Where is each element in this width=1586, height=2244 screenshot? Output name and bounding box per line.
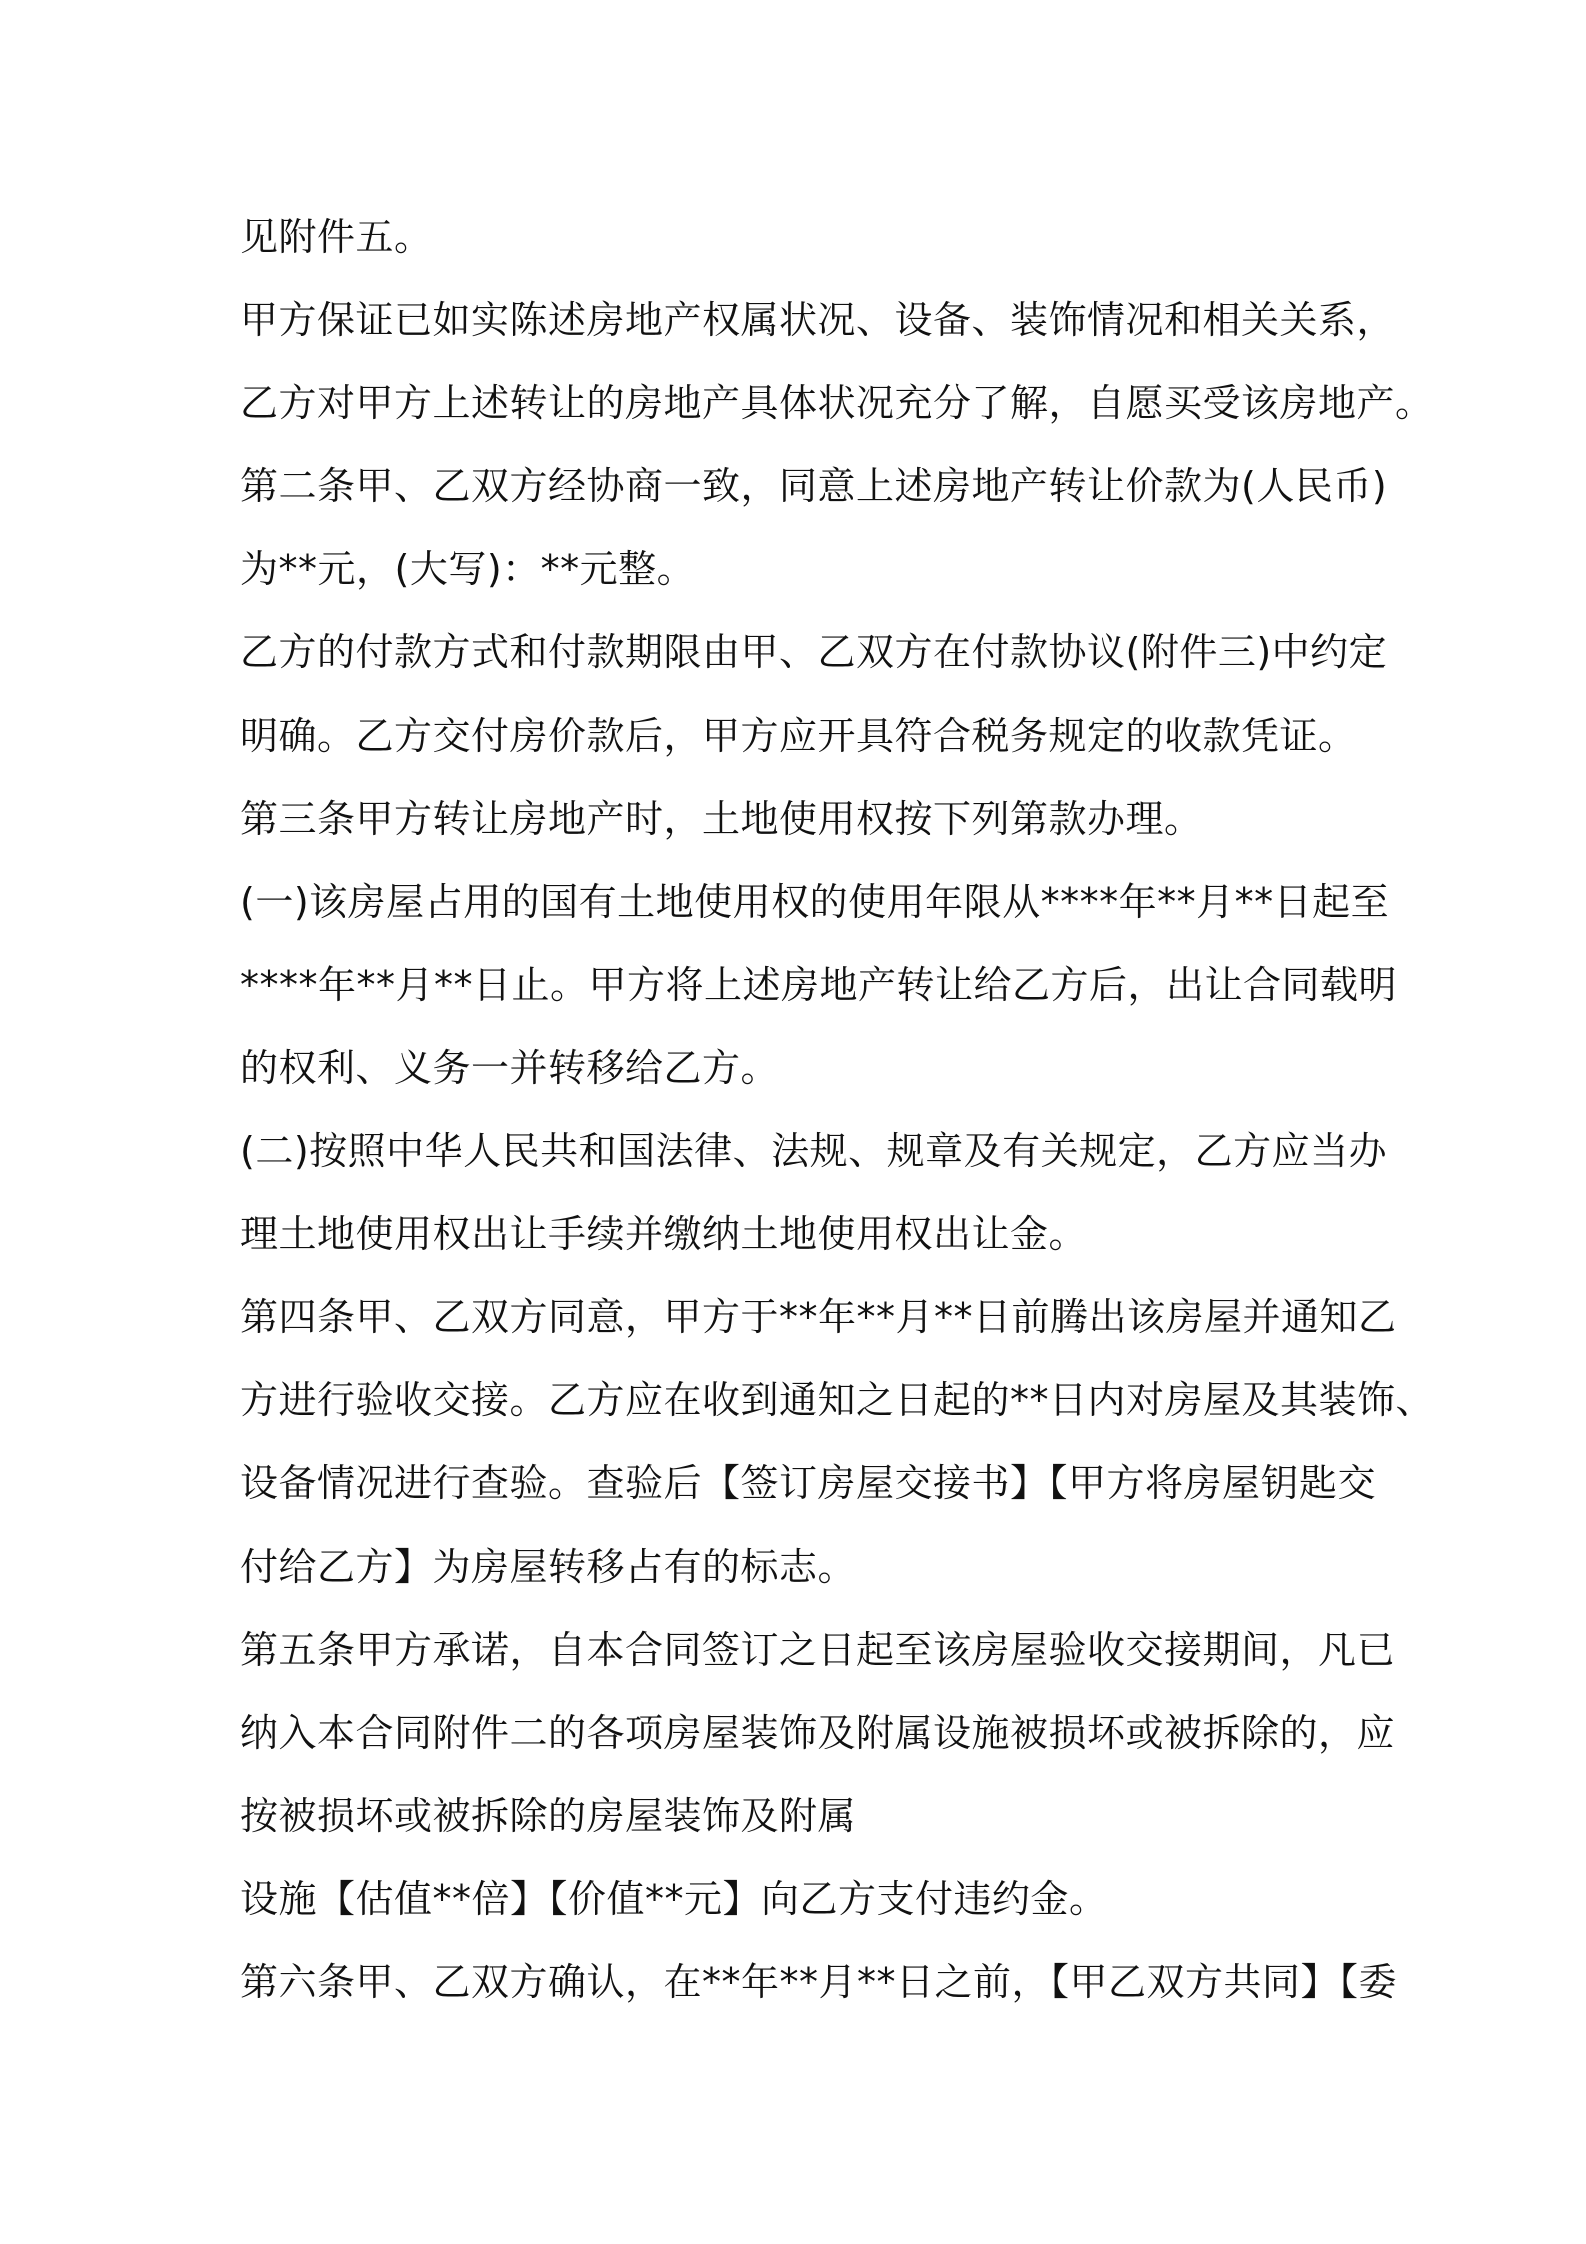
text-line: 方进行验收交接。乙方应在收到通知之日起的**日内对房屋及其装饰、 [240, 1378, 1435, 1423]
text-line: 付给乙方】为房屋转移占有的标志。 [240, 1544, 857, 1589]
text-line: (二)按照中华人民共和国法律、法规、规章及有关规定，乙方应当办 [240, 1129, 1388, 1174]
document-body [240, 196, 1435, 2024]
text-line: 甲方保证已如实陈述房地产权属状况、设备、装饰情况和相关关系， [240, 298, 1396, 343]
text-line: 第六条甲、乙双方确认，在**年**月**日之前，【甲乙双方共同】【委 [240, 1959, 1398, 2004]
text-line: ****年**月**日止。甲方将上述房地产转让给乙方后，出让合同载明 [240, 962, 1398, 1007]
text-line: 乙方的付款方式和付款期限由甲、乙双方在付款协议(附件三)中约定 [240, 630, 1388, 675]
text-line: 的权利、义务一并转移给乙方。 [240, 1045, 780, 1090]
text-line: (一)该房屋占用的国有土地使用权的使用年限从****年**月**日起至 [240, 879, 1390, 924]
text-line: 第三条甲方转让房地产时，土地使用权按下列第款办理。 [240, 796, 1203, 841]
text-line: 理土地使用权出让手续并缴纳土地使用权出让金。 [240, 1212, 1088, 1257]
text-line: 按被损坏或被拆除的房屋装饰及附属 [240, 1793, 857, 1838]
text-line: 设施【估值**倍】【价值**元】向乙方支付违约金。 [240, 1876, 1108, 1921]
text-line: 第二条甲、乙双方经协商一致，同意上述房地产转让价款为(人民币) [240, 464, 1388, 509]
text-line: 见附件五。 [240, 215, 433, 259]
text-line: 第五条甲方承诺，自本合同签订之日起至该房屋验收交接期间，凡已 [240, 1627, 1396, 1672]
text-line: 纳入本合同附件二的各项房屋装饰及附属设施被损坏或被拆除的，应 [240, 1710, 1396, 1755]
text-line: 明确。乙方交付房价款后，甲方应开具符合税务规定的收款凭证。 [240, 713, 1357, 758]
text-line: 设备情况进行查验。查验后【签订房屋交接书】【甲方将房屋钥匙交 [240, 1461, 1377, 1506]
text-line: 第四条甲、乙双方同意，甲方于**年**月**日前腾出该房屋并通知乙 [240, 1295, 1397, 1340]
text-line: 乙方对甲方上述转让的房地产具体状况充分了解，自愿买受该房地产。 [240, 381, 1434, 426]
text-line: 为**元，(大写)：**元整。 [240, 547, 696, 592]
